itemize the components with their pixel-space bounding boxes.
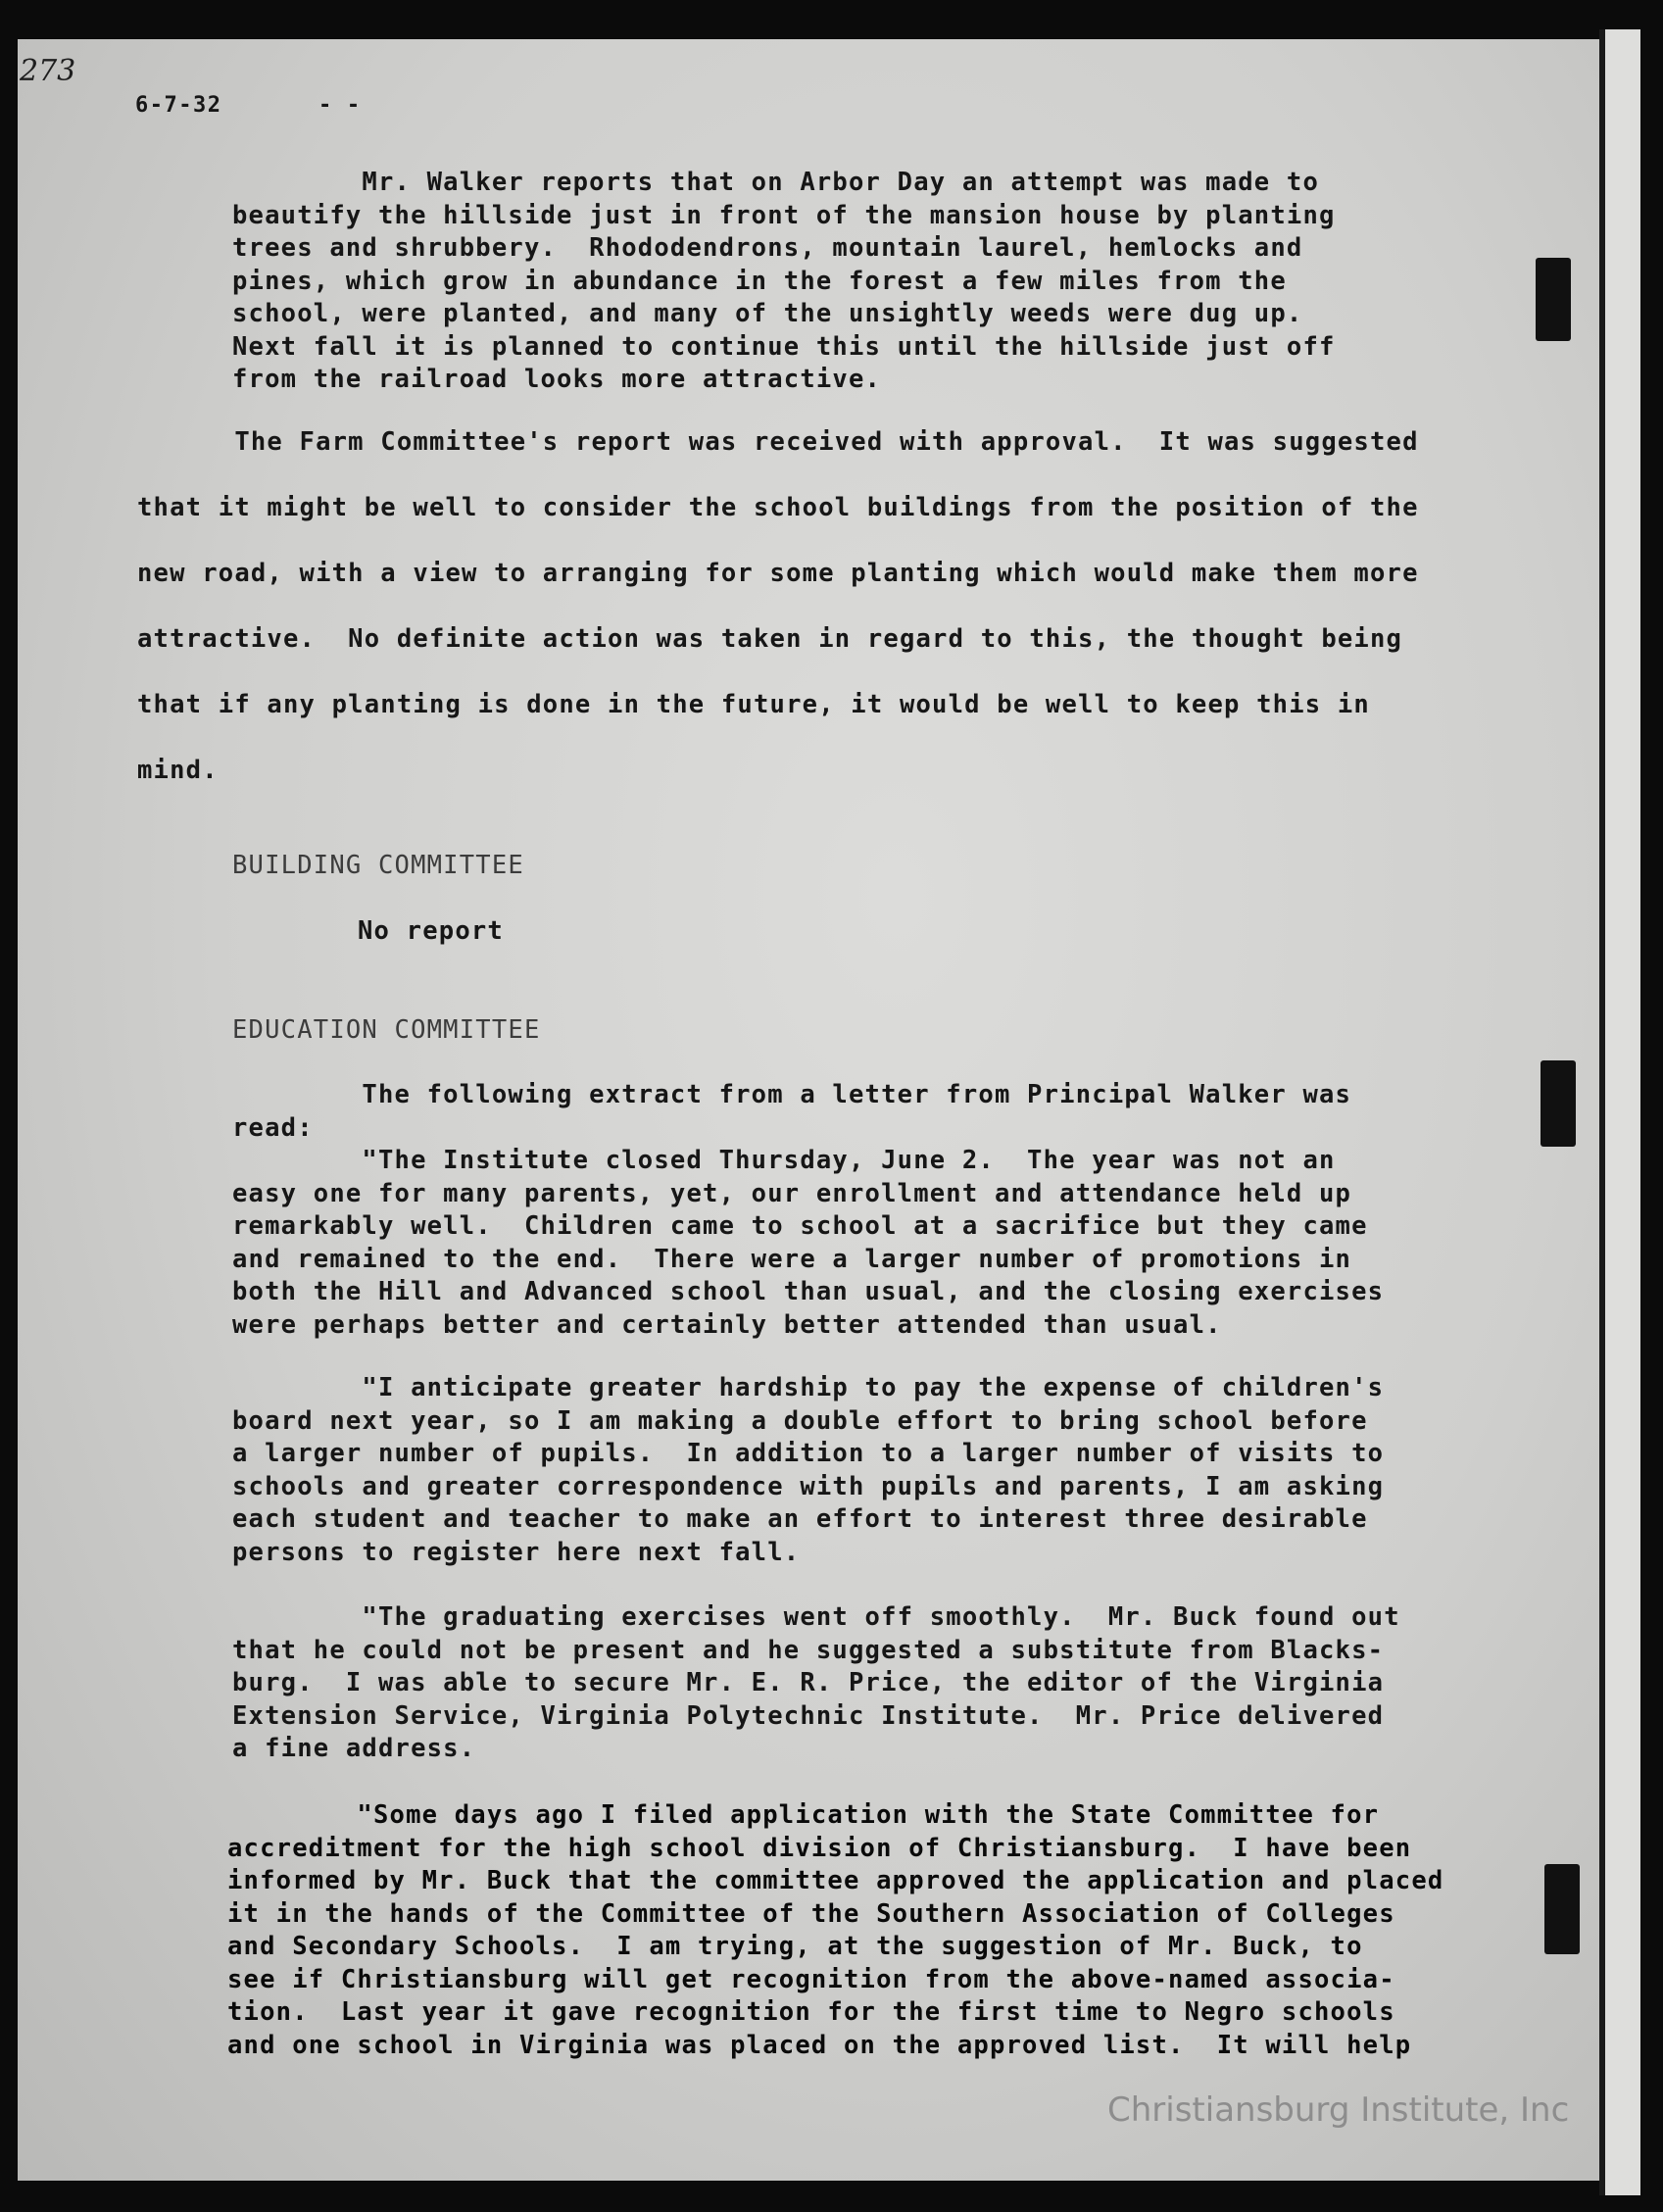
letter-intro-paragraph: The following extract from a letter from Principal Walker was read:: [232, 1080, 1352, 1143]
letter-paragraph-3: "The graduating exercises went off smoothly. Mr. Buck found out that he could not be present and he suggested a substitute from Blacks- burg. I was able to secure Mr. E. R. Price, the editor of the Virginia Extension Service, Virginia Polytechnic Institute. Mr. Price delivered a fine address.: [232, 1602, 1400, 1763]
farm-committee-paragraph: The Farm Committee's report was received with approval. It was suggested that it might be well to consider the school buildings from the position of the new road, with a view to arranging for some planting which would make them more attractive. No definite action was taken in regard to this, the thought being that if any planting is done in the future, it would be well to keep this in mind.: [137, 427, 1419, 785]
building-no-report: No report: [358, 916, 504, 946]
letter-paragraph-2: "I anticipate greater hardship to pay the expense of children's board next year, so I am making a double effort to bring school before a larger number of pupils. In addition to a larger number of visits to schools and greater correspondence with pupils and parents, I am asking each student and teacher to make an effort to interest three desirable persons to register here next fall.: [232, 1373, 1385, 1567]
binding-strip: [1599, 29, 1640, 2195]
index-tab-marker: [1536, 258, 1571, 341]
index-tab-marker: [1541, 1060, 1576, 1147]
education-committee-heading: EDUCATION COMMITTEE: [232, 1015, 541, 1045]
page-date: 6-7-32: [135, 93, 222, 118]
index-tab-marker: [1544, 1864, 1580, 1954]
letter-paragraph-4: "Some days ago I filed application with the State Committee for accreditment for the high school division of Christiansburg. I have been informed by Mr. Buck that the committee approved the application and placed it in the hands of the Committee of the Southern Association of Colleges and Secondary Schools. I am trying, at the suggestion of Mr. Buck, to see if Christiansburg will get recognition from the above-named associa- tion. Last year it gave recognition for the first time to Negro schools and one school in Virginia was placed on the approved list. It will help: [227, 1800, 1444, 2060]
letter-paragraph-1: "The Institute closed Thursday, June 2. The year was not an easy one for many parents, yet, our enrollment and attendance held up remarkably well. Children came to school at a sacrifice but they came and remained to the end. There were a larger number of promotions in both the Hill and Advanced school than usual, and the closing exercises were perhaps better and certainly better attended than usual.: [232, 1146, 1385, 1340]
archive-watermark: Christiansburg Institute, Inc: [1107, 2090, 1570, 2130]
arbor-day-paragraph: Mr. Walker reports that on Arbor Day an attempt was made to beautify the hillside just in front of the mansion house by planting trees and shrubbery. Rhododendrons, mountain laurel, hemlocks and pines, which grow in abundance in the forest a few miles from the school, were planted, and many of the unsightly weeds were dug up. Next fall it is planned to continue this until the hillside just off from the railroad looks more attractive.: [232, 168, 1336, 394]
building-committee-heading: BUILDING COMMITTEE: [232, 851, 524, 880]
handwritten-page-number: 273: [20, 54, 76, 88]
header-dashes: - -: [318, 93, 362, 118]
